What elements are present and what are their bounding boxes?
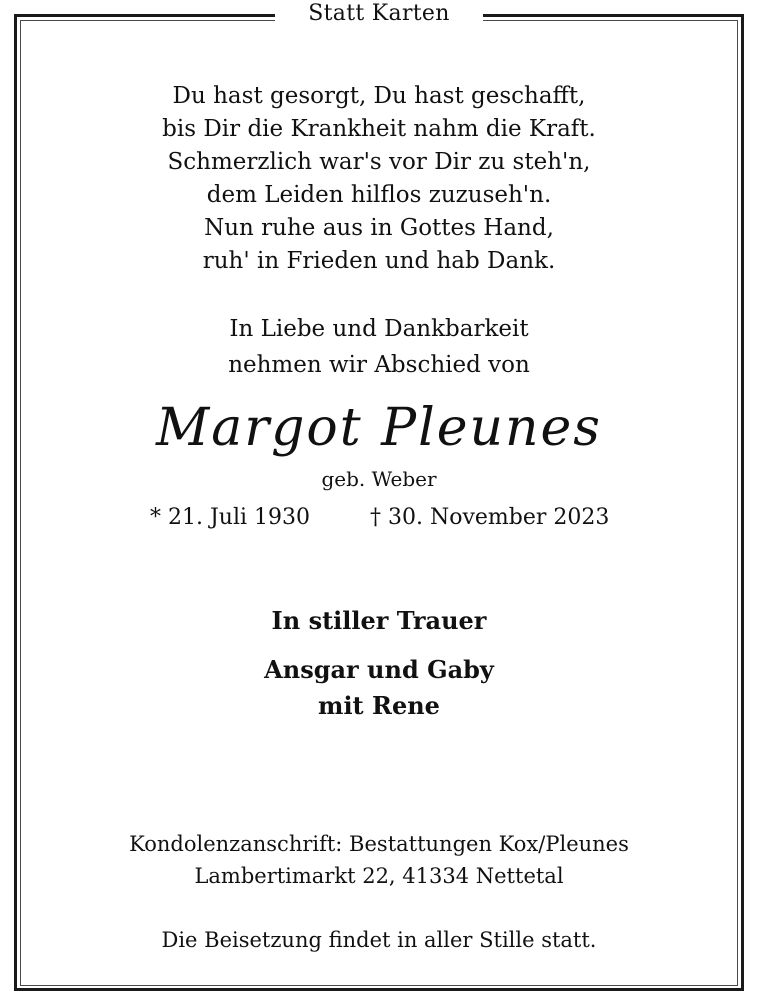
condolence-line: Kondolenzanschrift: Bestattungen Kox/Pleunes (129, 832, 629, 856)
intro (0, 311, 758, 383)
condolence-address (0, 828, 758, 892)
mourner-line: Ansgar und Gaby (264, 655, 494, 684)
maiden-name: geb. Weber (321, 467, 437, 491)
birth-date: * 21. Juli 1930 (150, 505, 311, 530)
mourner-line: mit Rene (318, 691, 440, 720)
condolence-line: Lambertimarkt 22, 41334 Nettetal (194, 864, 564, 888)
intro-line: In Liebe und Dankbarkeit (229, 316, 529, 342)
poem-line: bis Dir die Krankheit nahm die Kraft. (162, 116, 596, 142)
death-date: † 30. November 2023 (370, 505, 610, 530)
poem (0, 80, 758, 278)
life-dates (0, 503, 758, 533)
poem-line: Nun ruhe aus in Gottes Hand, (204, 215, 554, 241)
intro-line: nehmen wir Abschied von (228, 352, 530, 378)
poem-line: Du hast gesorgt, Du hast geschafft, (172, 83, 586, 109)
poem-line: ruh' in Frieden und hab Dank. (202, 248, 556, 274)
poem-line: Schmerzlich war's vor Dir zu steh'n, (167, 149, 591, 175)
poem-line: dem Leiden hilflos zuzuseh'n. (206, 182, 552, 208)
deceased-name: Margot Pleunes (156, 398, 602, 458)
burial-note: Die Beisetzung findet in aller Stille statt. (161, 928, 597, 952)
mourners (0, 652, 758, 724)
mourning-heading: In stiller Trauer (271, 606, 487, 635)
header-label: Statt Karten (275, 0, 483, 30)
